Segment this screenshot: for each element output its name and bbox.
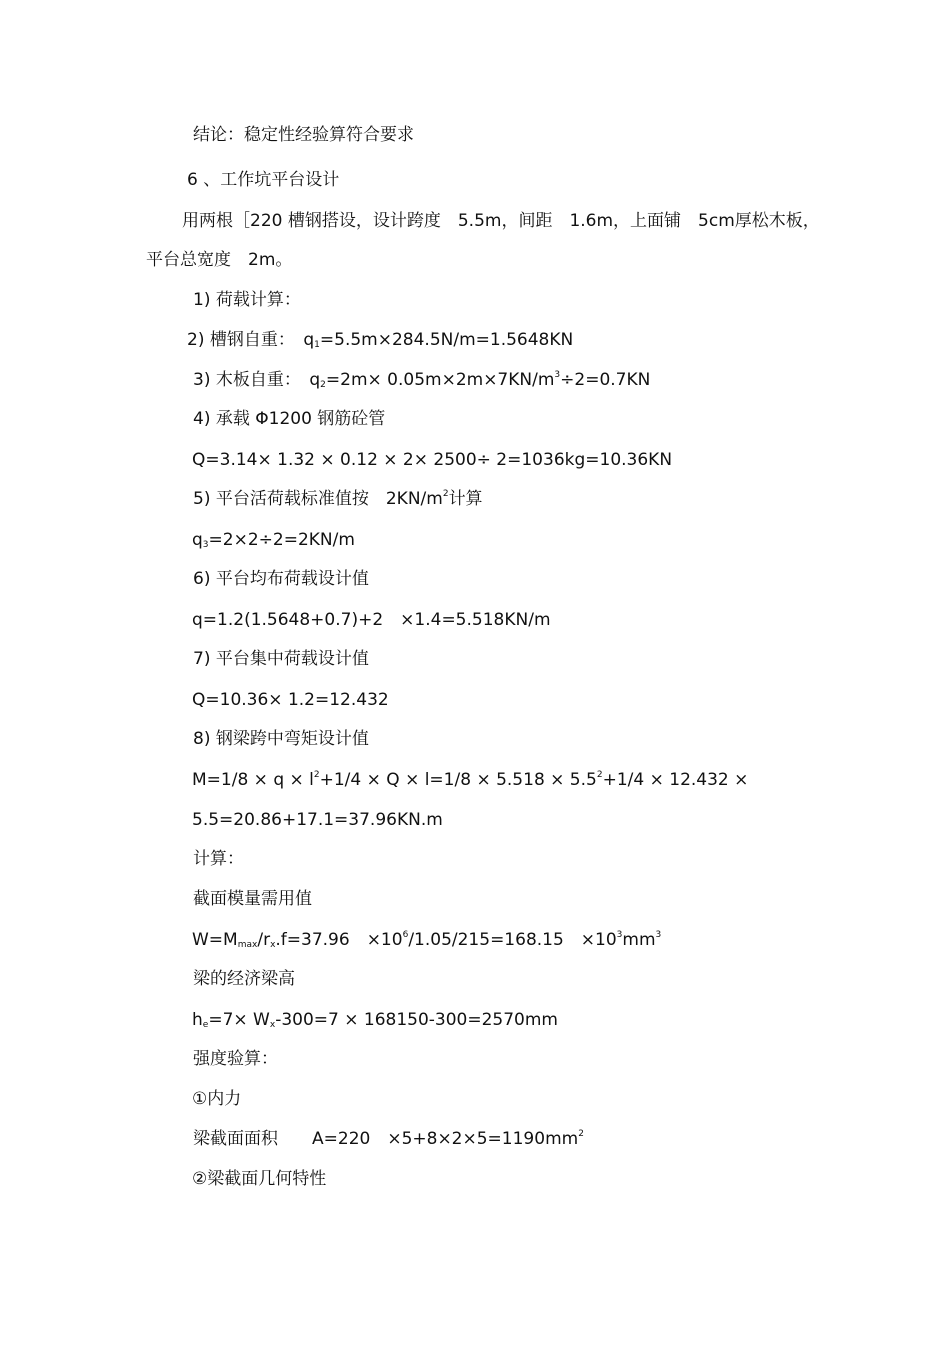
economic-height-formula [192, 1009, 558, 1031]
item-3-text-a: 3) 木板自重： q [193, 370, 321, 390]
w-superscript-1: 6 [402, 930, 409, 940]
item-5-live-load [193, 488, 483, 510]
section-6-title [187, 169, 339, 191]
q3-formula [192, 529, 355, 551]
economic-height-title [193, 968, 295, 990]
description-line-2 [146, 249, 292, 271]
item-8-text: 8) 钢梁跨中弯矩设计值 [193, 729, 369, 749]
moment-text-b: +1/4 × Q × l=1/8 × 5.518 × 5.5 [319, 770, 597, 790]
item-3-subscript: 2 [320, 380, 326, 390]
item-7-text: 7) 平台集中荷载设计值 [193, 649, 369, 669]
w-text-d: /1.05/215=168.15 ×10 [408, 930, 617, 950]
w-subscript-2: x [270, 940, 276, 950]
w-text-c: .f=37.96 ×10 [275, 930, 403, 950]
moment-text-c: +1/4 × 12.432 × [602, 770, 749, 790]
h-text-a: h [192, 1010, 203, 1030]
item-2-text-a: 2) 槽钢自重： q [187, 330, 315, 350]
economic-height-title-text: 梁的经济梁高 [193, 969, 295, 989]
description-line-1 [182, 210, 820, 232]
calc-heading [193, 848, 244, 870]
item-2-subscript: 1 [314, 340, 320, 350]
geometric-properties-heading [192, 1168, 326, 1190]
description-line-2-text: 平台总宽度 2m。 [146, 250, 293, 270]
concentrated-load-formula [192, 689, 389, 711]
item-1-text: 1) 荷载计算： [193, 290, 301, 310]
internal-force-heading [192, 1088, 241, 1110]
conclusion-line [193, 124, 414, 146]
area-superscript: 2 [578, 1129, 584, 1139]
moment-line-2-text: 5.5=20.86+17.1=37.96KN.m [192, 810, 443, 830]
w-subscript-1: max [237, 940, 258, 950]
item-3-superscript: 3 [554, 370, 561, 380]
moment-superscript-1: 2 [313, 770, 320, 780]
w-superscript-2: 3 [616, 930, 623, 940]
h-text-c: -300=7 × 168150-300=2570mm [275, 1010, 558, 1030]
item-5-text-b: 计算 [448, 489, 483, 509]
distributed-load-formula-text: q=1.2(1.5648+0.7)+2 ×1.4=5.518KN/m [192, 610, 551, 630]
item-8-bending-moment [193, 728, 369, 750]
item-7-concentrated-load [193, 648, 369, 670]
item-5-text-a: 5) 平台活荷载标准值按 2KN/m [193, 489, 443, 509]
item-6-text: 6) 平台均布荷载设计值 [193, 569, 369, 589]
section-6-title-text: 6 、工作坑平台设计 [187, 170, 340, 190]
item-5-superscript: 2 [442, 489, 449, 499]
h-subscript-1: e [202, 1020, 209, 1030]
internal-force-text: ①内力 [192, 1089, 242, 1109]
q3-subscript: 3 [202, 540, 209, 550]
distributed-load-formula [192, 609, 551, 631]
item-3-text-c: ÷2=0.7KN [560, 370, 651, 390]
item-3-text-b: =2m× 0.05m×2m×7KN/m [325, 370, 555, 390]
item-4-pipe-load [193, 408, 385, 430]
h-subscript-2: x [269, 1020, 276, 1030]
w-text-b: /r [257, 930, 271, 950]
moment-formula-line-2 [192, 809, 443, 831]
section-modulus-title-text: 截面模量需用值 [193, 889, 312, 909]
item-2-text-b: =5.5m×284.5N/m=1.5648KN [319, 330, 574, 350]
calc-heading-text: 计算： [193, 849, 244, 869]
q3-text-b: =2×2÷2=2KN/m [208, 530, 355, 550]
strength-check-heading [193, 1048, 278, 1070]
item-2-channel-weight [187, 329, 573, 351]
moment-formula-line-1 [192, 769, 748, 791]
strength-check-text: 强度验算： [193, 1049, 278, 1069]
w-text-e: mm [622, 930, 656, 950]
section-modulus-title [193, 888, 312, 910]
w-superscript-3: 3 [655, 930, 662, 940]
description-line-1-text: 用两根［220 槽钢搭设，设计跨度 5.5m，间距 1.6m，上面铺 5cm厚松木板， [182, 211, 820, 231]
section-modulus-formula [192, 929, 661, 951]
moment-text-a: M=1/8 × q × l [192, 770, 314, 790]
q3-text-a: q [192, 530, 203, 550]
moment-superscript-2: 2 [596, 770, 603, 780]
item-1-load-calc [193, 289, 301, 311]
w-text-a: W=M [192, 930, 238, 950]
item-3-board-weight [193, 369, 650, 391]
concentrated-load-formula-text: Q=10.36× 1.2=12.432 [192, 690, 389, 710]
item-4-text: 4) 承载 Φ1200 钢筋砼管 [193, 409, 386, 429]
item-6-distributed-load [193, 568, 369, 590]
area-text: 梁截面面积 A=220 ×5+8×2×5=1190mm [193, 1129, 579, 1149]
section-area-formula [193, 1128, 584, 1150]
conclusion-text: 结论：稳定性经验算符合要求 [193, 125, 414, 145]
h-text-b: =7× W [208, 1010, 270, 1030]
pipe-load-formula [192, 449, 672, 471]
geometric-properties-text: ②梁截面几何特性 [192, 1169, 327, 1189]
pipe-load-formula-text: Q=3.14× 1.32 × 0.12 × 2× 2500÷ 2=1036kg=10.36KN [192, 450, 673, 470]
